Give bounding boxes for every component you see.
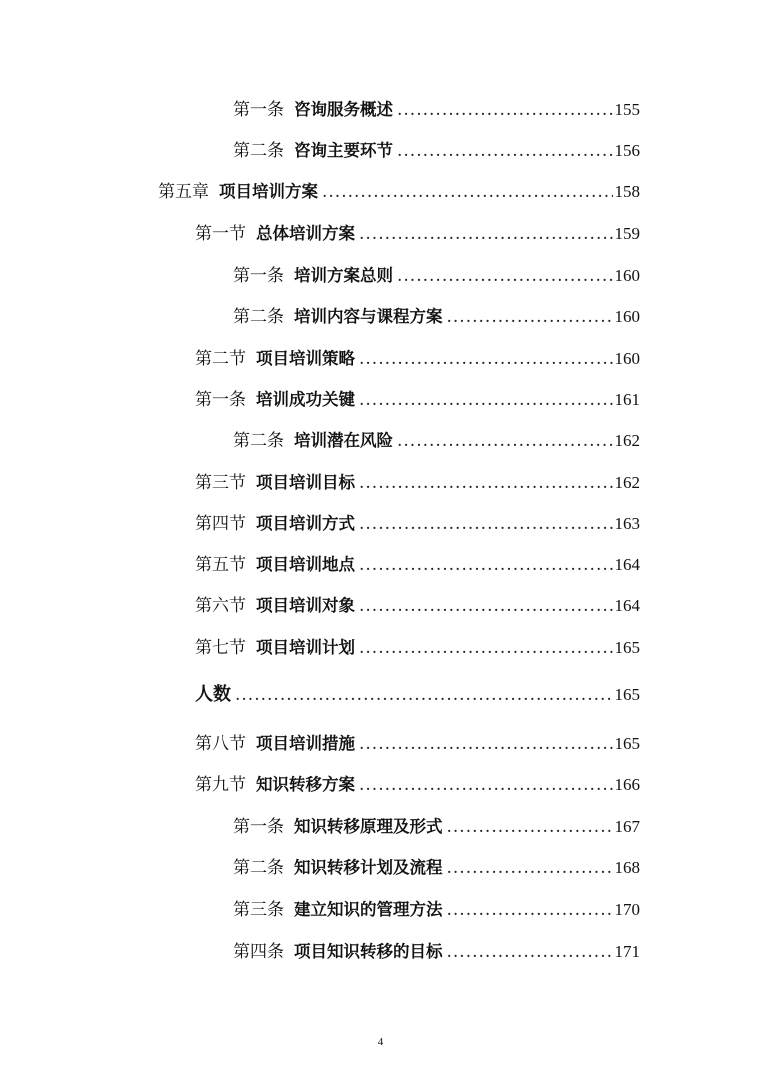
page-number: 4	[377, 1036, 384, 1048]
toc-leader-dots	[447, 815, 613, 839]
toc-leader-dots	[359, 512, 613, 536]
toc-entry-label: 第二节	[195, 349, 246, 369]
toc-entry-title: 项目培训措施	[256, 734, 355, 753]
toc-leader-dots	[359, 594, 613, 618]
toc-entry-title: 知识转移计划及流程	[294, 858, 443, 877]
toc-leader-dots	[359, 471, 613, 495]
toc-leader-dots	[359, 636, 613, 660]
toc-entry-label: 第四条	[233, 942, 284, 962]
toc-leader-dots	[359, 222, 613, 246]
toc-entry-label: 第五章	[158, 182, 209, 202]
toc-entry-label: 第九节	[195, 775, 246, 795]
toc-entry	[233, 856, 640, 880]
toc-entry-page: 163	[614, 514, 640, 533]
toc-entry-title: 培训方案总则	[294, 266, 393, 285]
toc-entry-title: 培训内容与课程方案	[294, 307, 443, 326]
toc-leader-dots	[235, 683, 613, 707]
toc-entry-title: 项目培训目标	[256, 473, 355, 492]
toc-entry	[195, 512, 640, 536]
toc-entry	[233, 898, 640, 922]
toc-entry	[233, 139, 640, 163]
toc-entry-label: 第七节	[195, 638, 246, 658]
toc-entry	[233, 264, 640, 288]
toc-entry	[195, 347, 640, 371]
toc-entry-page: 162	[614, 473, 640, 492]
toc-entry	[195, 732, 640, 756]
toc-entry-page: 166	[614, 775, 640, 794]
toc-entry	[195, 553, 640, 577]
toc-entry-page: 164	[614, 555, 640, 574]
toc-entry-label: 第一条	[233, 266, 284, 286]
toc-entry-label: 第一条	[195, 390, 246, 410]
toc-leader-dots	[447, 856, 613, 880]
toc-entry-title: 项目培训方案	[219, 182, 318, 201]
toc-entry	[233, 305, 640, 329]
toc-leader-dots	[447, 898, 613, 922]
toc-entry	[195, 683, 640, 707]
toc-leader-dots	[397, 264, 613, 288]
toc-entry-label: 第二条	[233, 141, 284, 161]
toc-entry-title: 知识转移原理及形式	[294, 817, 443, 836]
toc-leader-dots	[447, 305, 613, 329]
toc-entry-page: 164	[614, 596, 640, 615]
toc-entry-page: 168	[614, 858, 640, 877]
toc-entry-label: 第二条	[233, 307, 284, 327]
toc-entry-page: 161	[614, 390, 640, 409]
toc-leader-dots	[359, 347, 613, 371]
toc-entry	[233, 940, 640, 964]
toc-entry	[195, 636, 640, 660]
toc-entry-title: 知识转移方案	[256, 775, 355, 794]
toc-entry-title: 人数	[195, 684, 231, 705]
toc-entry-label: 第二条	[233, 431, 284, 451]
toc-leader-dots	[447, 940, 613, 964]
toc-entry-title: 项目培训策略	[256, 349, 355, 368]
toc-entry-page: 171	[614, 942, 640, 961]
toc-entry-label: 第五节	[195, 555, 246, 575]
toc-entry-page: 165	[614, 685, 640, 704]
toc-entry	[158, 180, 640, 204]
toc-entry-label: 第一条	[233, 100, 284, 120]
toc-entry-page: 160	[614, 307, 640, 326]
toc-entry-page: 158	[614, 182, 640, 201]
toc-entry	[195, 222, 640, 246]
toc-entry	[195, 773, 640, 797]
toc-entry-title: 培训成功关键	[256, 390, 355, 409]
toc-leader-dots	[397, 429, 613, 453]
toc-entry	[195, 594, 640, 618]
toc-entry-label: 第一节	[195, 224, 246, 244]
toc-entry-title: 培训潜在风险	[294, 431, 393, 450]
toc-leader-dots	[359, 773, 613, 797]
toc-entry-label: 第三节	[195, 473, 246, 493]
toc-entry-page: 155	[614, 100, 640, 119]
toc-entry-label: 第三条	[233, 900, 284, 920]
toc-entry-page: 170	[614, 900, 640, 919]
toc-entry-page: 162	[614, 431, 640, 450]
toc-entry	[195, 388, 640, 412]
toc-entry-page: 160	[614, 349, 640, 368]
toc-leader-dots	[397, 139, 613, 163]
toc-leader-dots	[322, 180, 613, 204]
toc-entry-title: 项目培训方式	[256, 514, 355, 533]
toc-leader-dots	[359, 732, 613, 756]
toc-entry-label: 第八节	[195, 734, 246, 754]
toc-entry-title: 项目知识转移的目标	[294, 942, 443, 961]
toc-entry	[233, 815, 640, 839]
toc-entry-title: 建立知识的管理方法	[294, 900, 443, 919]
toc-leader-dots	[359, 388, 613, 412]
toc-entry-title: 总体培训方案	[256, 224, 355, 243]
toc-leader-dots	[359, 553, 613, 577]
toc-entry-title: 项目培训对象	[256, 596, 355, 615]
toc-entry-label: 第四节	[195, 514, 246, 534]
toc-entry-title: 咨询主要环节	[294, 141, 393, 160]
toc-entry-page: 165	[614, 638, 640, 657]
toc-entry-page: 159	[614, 224, 640, 243]
toc-entry-page: 160	[614, 266, 640, 285]
toc-entry	[233, 429, 640, 453]
toc-entry-label: 第六节	[195, 596, 246, 616]
toc-entry-page: 165	[614, 734, 640, 753]
toc-entry	[195, 471, 640, 495]
toc-entry-page: 167	[614, 817, 640, 836]
toc-entry-label: 第二条	[233, 858, 284, 878]
toc-entry-title: 咨询服务概述	[294, 100, 393, 119]
toc-entry-title: 项目培训计划	[256, 638, 355, 657]
toc-leader-dots	[397, 98, 613, 122]
toc-entry-page: 156	[614, 141, 640, 160]
toc-entry	[233, 98, 640, 122]
toc-entry-title: 项目培训地点	[256, 555, 355, 574]
toc-entry-label: 第一条	[233, 817, 284, 837]
